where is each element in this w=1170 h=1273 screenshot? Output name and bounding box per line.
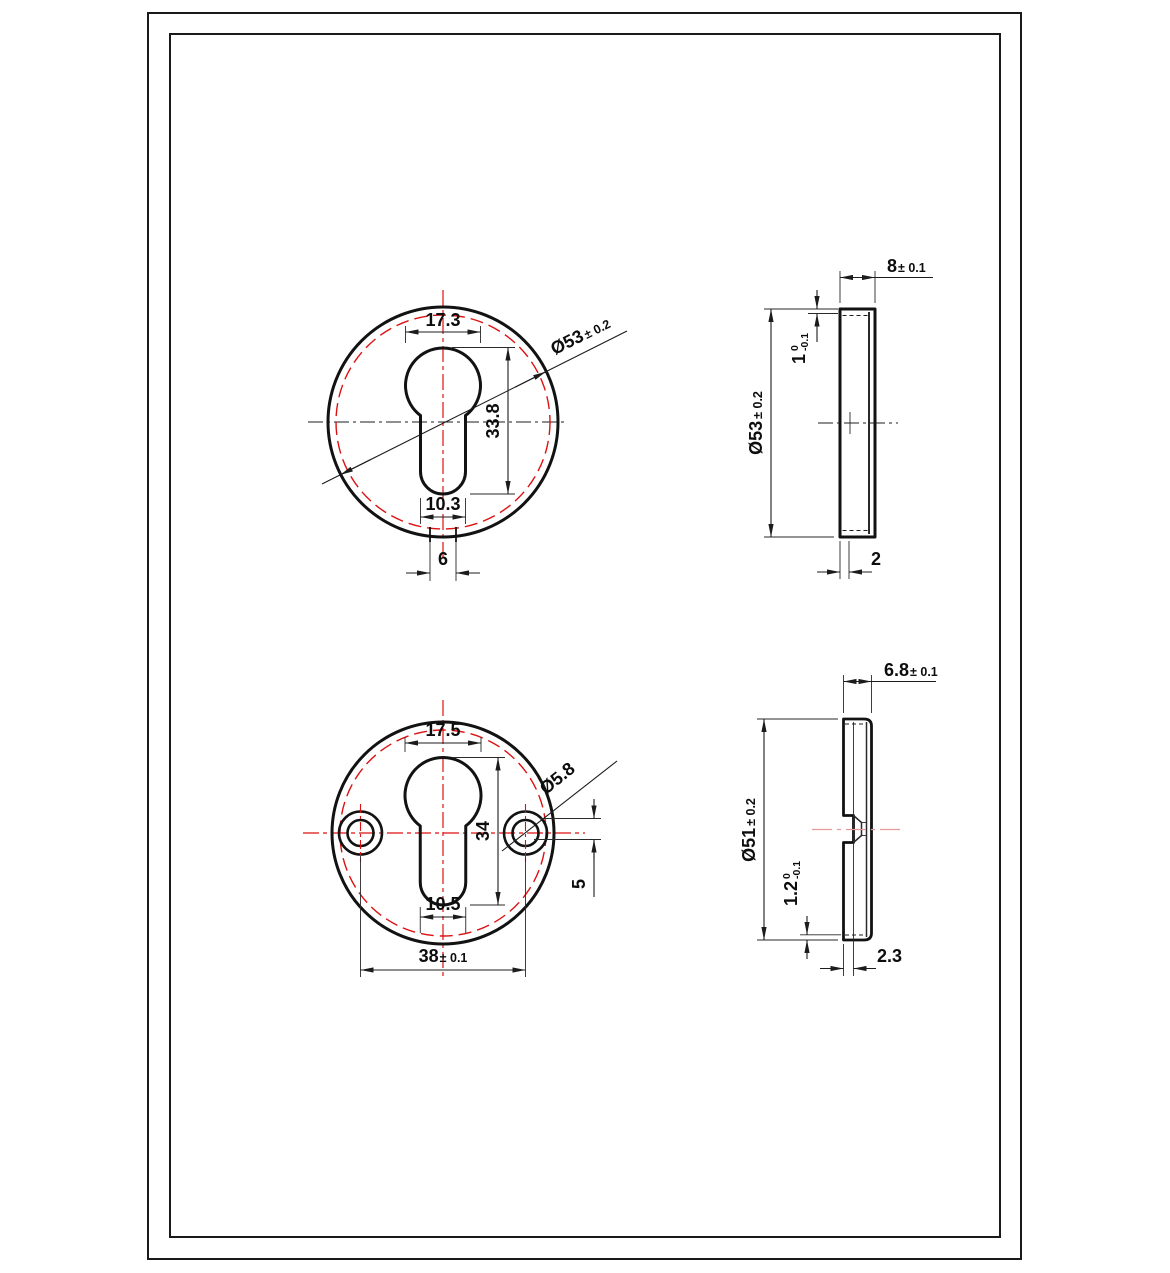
dim-label-width-bottom: 10.5	[425, 894, 461, 914]
inner-border-frame	[170, 34, 1000, 1237]
dim-label-rim: 2	[871, 549, 882, 569]
dim-label-depth: 6.8± 0.1	[884, 660, 938, 680]
dim-wall	[789, 290, 838, 364]
dim-height	[452, 348, 515, 495]
dim-label-depth: 8± 0.1	[887, 256, 926, 276]
dim-label-diameter: Ø53± 0.2	[746, 391, 766, 455]
dim-rim	[817, 541, 881, 579]
dim-diameter	[322, 312, 627, 484]
dim-label-height: 33.8	[483, 403, 503, 439]
dim-label-hole-offset: 5	[569, 878, 589, 890]
dim-label-diameter: Ø53± 0.2	[547, 316, 613, 359]
dim-depth	[844, 660, 938, 713]
dim-label-diameter: Ø51± 0.2	[739, 798, 759, 862]
dim-label-wall-tol-upper: 0	[789, 345, 801, 351]
dim-hole-diameter	[502, 758, 617, 851]
dim-label-rim: 2.3	[877, 946, 903, 966]
dim-label-face-thickness: 1.2	[781, 881, 801, 907]
dim-label-wall-tol-lower: -0.1	[799, 332, 811, 351]
dim-label-width-top: 17.5	[425, 720, 461, 740]
front-view-top	[308, 290, 627, 581]
dim-depth	[840, 256, 933, 303]
side-view-bottom	[739, 660, 938, 976]
dim-label-wall: 1	[789, 354, 809, 365]
dim-label-height: 34	[473, 820, 493, 842]
dim-label-hole-diameter: Ø5.8	[535, 758, 579, 799]
front-view-bottom	[303, 700, 617, 977]
outer-border-frame	[148, 13, 1021, 1259]
dim-label-width-top: 17.3	[425, 310, 461, 330]
dim-label-face-tol-upper: 0	[781, 873, 793, 879]
dim-label-hole-spacing: 38± 0.1	[418, 946, 468, 966]
dim-face-thickness	[781, 861, 841, 959]
dim-label-width-bottom: 10.3	[425, 494, 461, 514]
dim-rim	[820, 944, 902, 976]
side-view-top	[746, 256, 933, 579]
dim-label-face-tol-lower: -0.1	[791, 860, 803, 879]
dim-label-tab: 6	[437, 549, 449, 569]
